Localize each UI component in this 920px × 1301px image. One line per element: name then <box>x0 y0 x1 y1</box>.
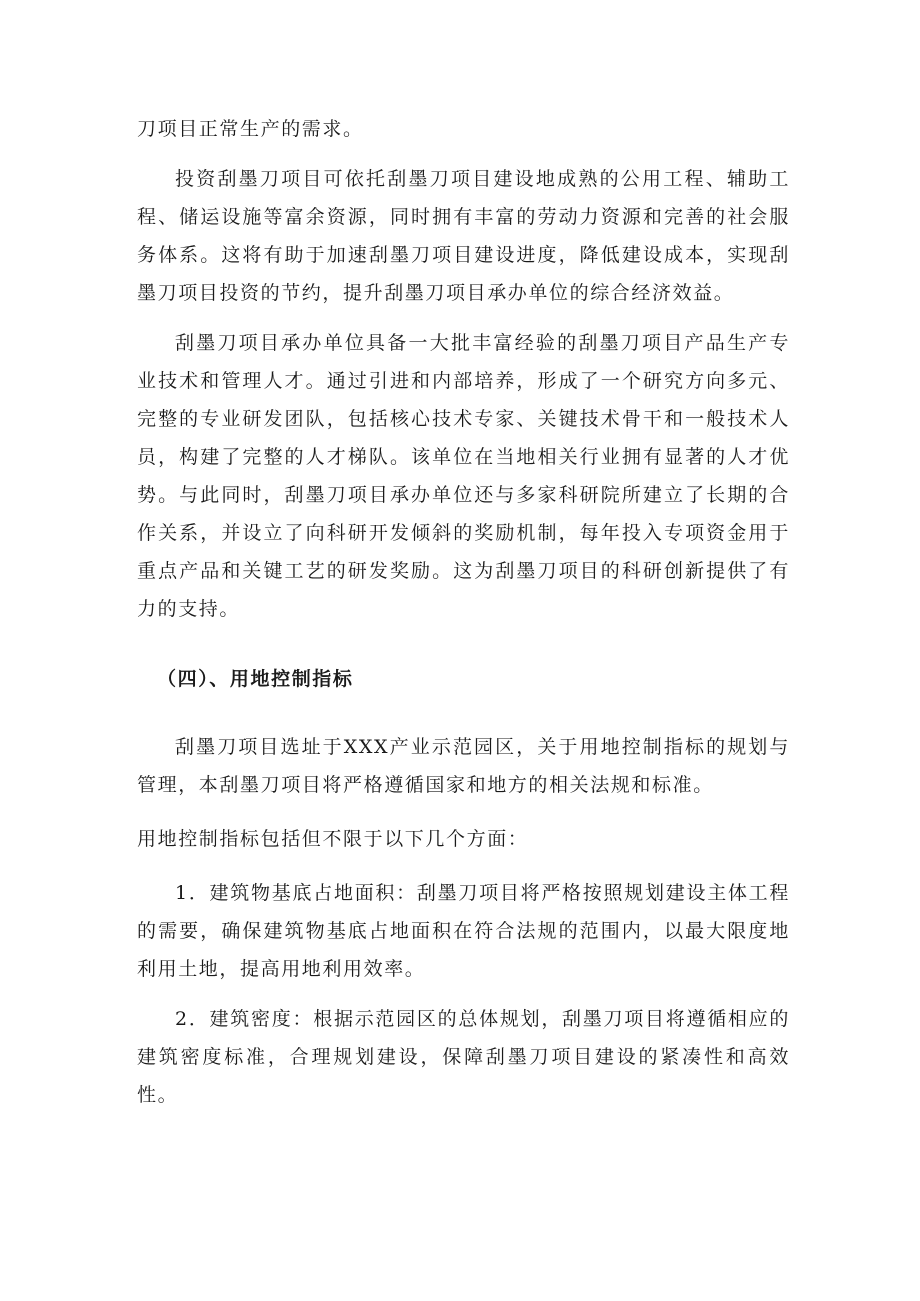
paragraph-indicator-intro: 用地控制指标包括但不限于以下几个方面： <box>137 828 529 850</box>
paragraph-talent-advantage: 刮墨刀项目承办单位具备一大批丰富经验的刮墨刀项目产品生产专业技术和管理人才。通过引进和内部培养，形成了一个研究方向多元、完整的专业研发团队，包括核心技术专家、关键技术骨干和一般技术人员，构建了完整的人才梯队。该单位在当地相关行业拥有显著的人才优势。与此同时，刮墨刀项目承办单位还与多家科研院所建立了长期的合作关系，并设立了向科研开发倾斜的奖励机制，每年投入专项资金用于重点产品和关键工艺的研发奖励。这为刮墨刀项目的科研创新提供了有力的支持。 <box>137 332 790 620</box>
paragraph-site-location: 刮墨刀项目选址于XXX产业示范园区，关于用地控制指标的规划与管理，本刮墨刀项目将严格遵循国家和地方的相关法规和标准。 <box>137 736 790 796</box>
document-body <box>137 110 790 1114</box>
paragraph-investment-advantage: 投资刮墨刀项目可依托刮墨刀项目建设地成熟的公用工程、辅助工程、储运设施等富余资源，同时拥有丰富的劳动力资源和完善的社会服务体系。这将有助于加速刮墨刀项目建设进度，降低建设成本，实现刮墨刀项目投资的节约，提升刮墨刀项目承办单位的综合经济效益。 <box>137 168 790 304</box>
paragraph-continuation: 刀项目正常生产的需求。 <box>137 118 364 140</box>
section-heading: （四）、用地控制指标 <box>157 668 354 690</box>
list-item-building-footprint: 1．建筑物基底占地面积：刮墨刀项目将严格按照规划建设主体工程的需要，确保建筑物基底占地面积在符合法规的范围内，以最大限度地利用土地，提高用地利用效率。 <box>137 882 790 980</box>
list-item-building-density: 2．建筑密度：根据示范园区的总体规划，刮墨刀项目将遵循相应的建筑密度标准，合理规划建设，保障刮墨刀项目建设的紧凑性和高效性。 <box>137 1008 790 1106</box>
